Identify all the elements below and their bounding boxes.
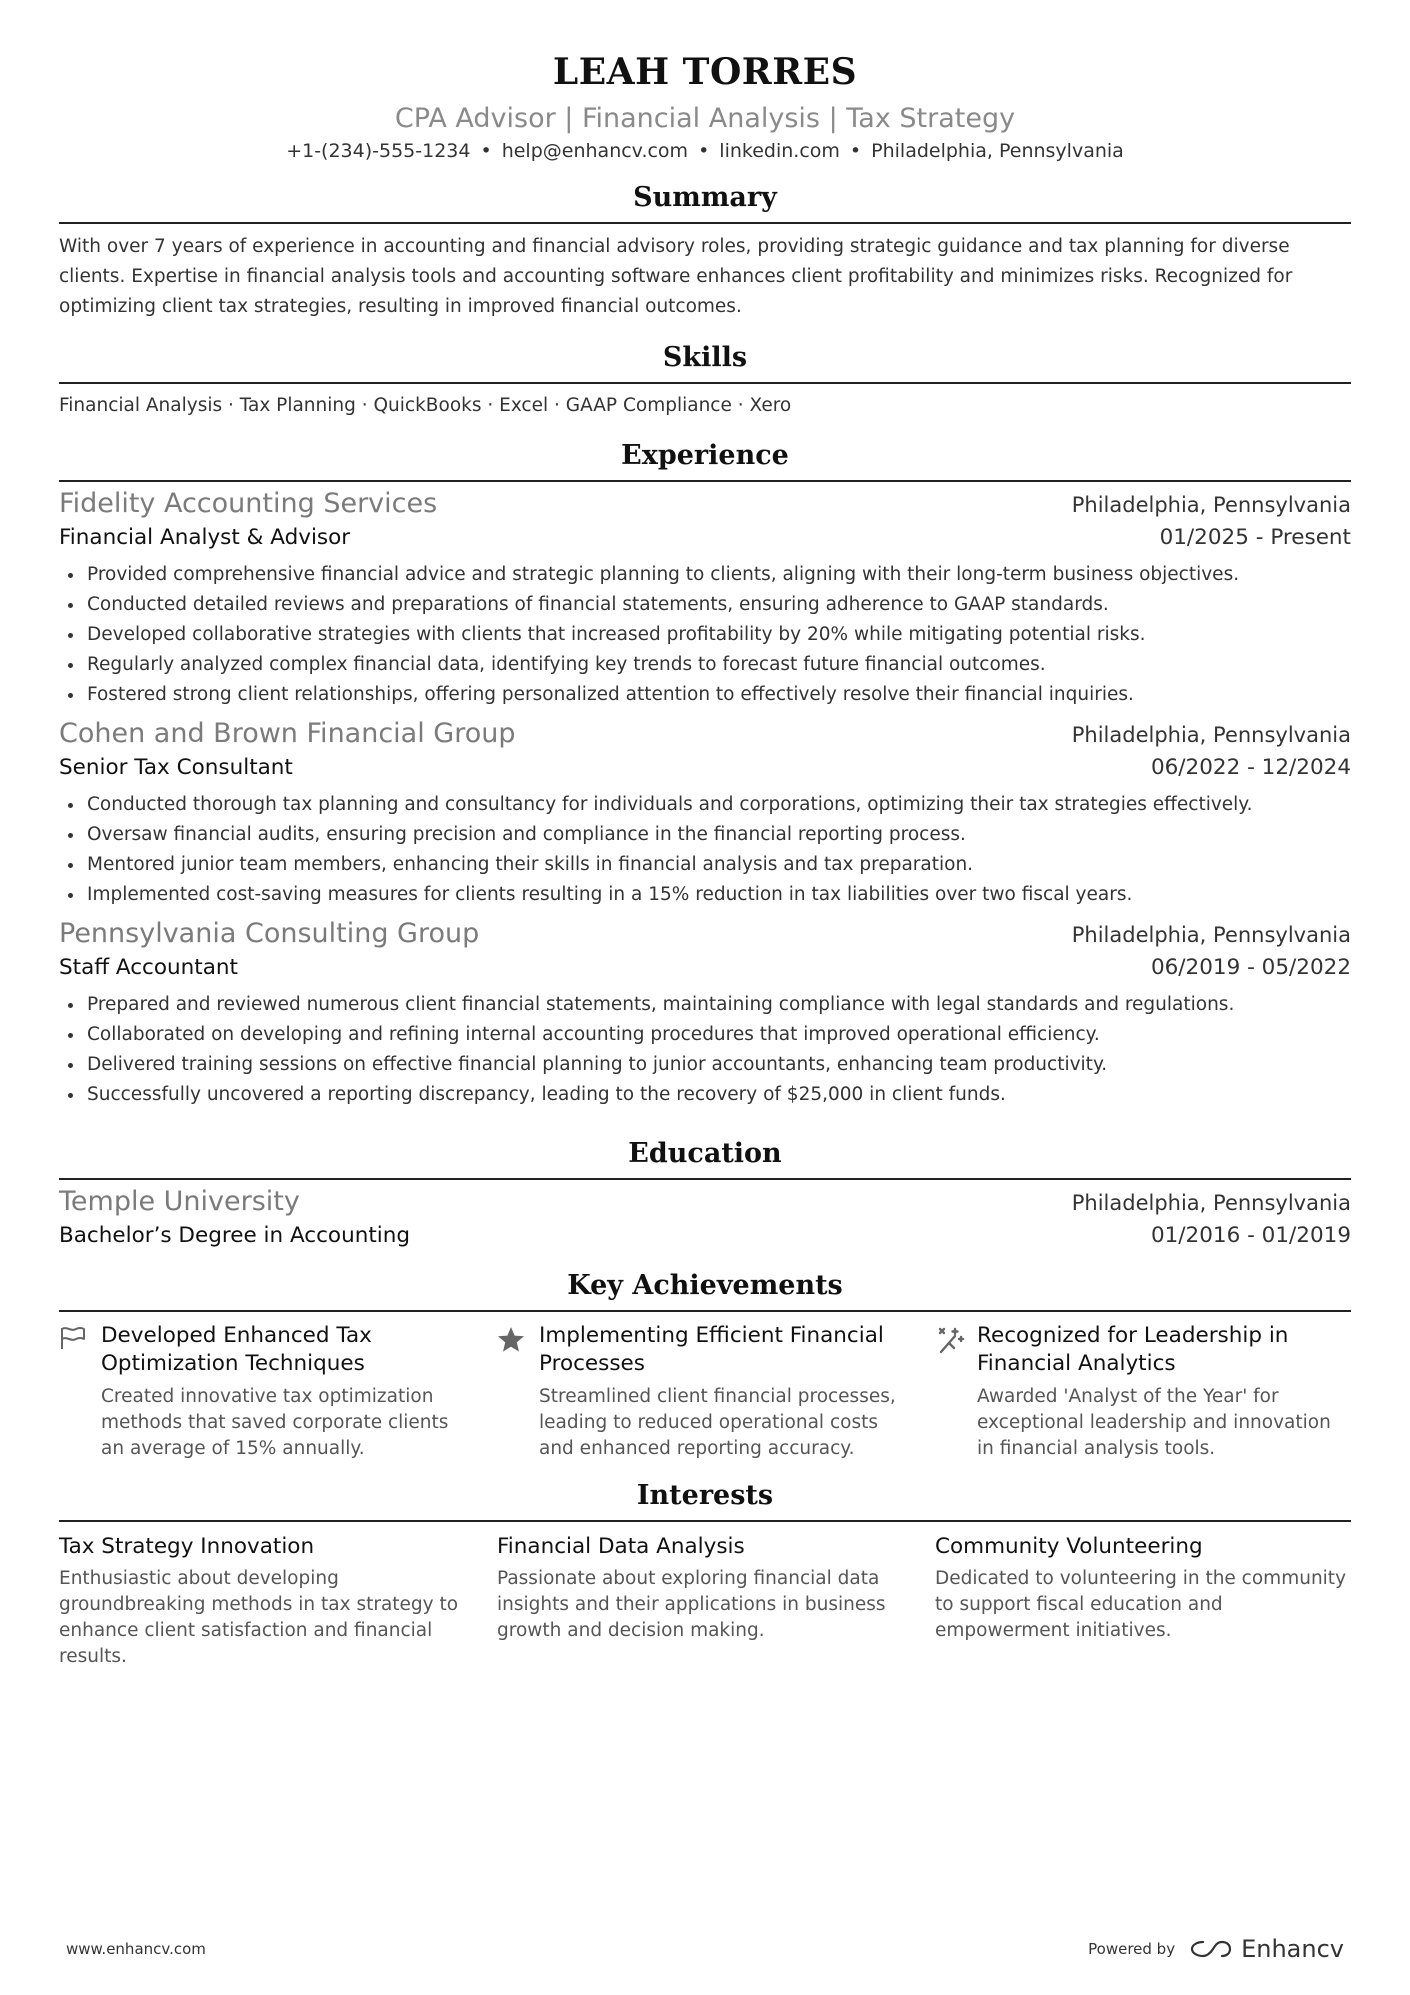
interest-desc: Enthusiastic about developing groundbreaking methods in tax strategy to enhance client satisfaction and financial results. (59, 1568, 459, 1667)
job-entry (59, 486, 1351, 710)
bullet-item: Delivered training sessions on effective financial planning to junior accountants, enhancing team productivity. (59, 1050, 1351, 1080)
achievement-item (935, 1322, 1351, 1462)
degree: Bachelor’s Degree in Accounting (59, 1223, 411, 1248)
section-heading-skills: Skills (59, 340, 1351, 384)
enhancv-logo-icon (1189, 1938, 1233, 1960)
bullet-item: Provided comprehensive financial advice and strategic planning to clients, aligning with their long-term business objectives. (59, 560, 1351, 590)
education-entry (59, 1184, 1351, 1252)
education-section (59, 1136, 1351, 1252)
skills-section (59, 340, 1351, 420)
experience-section (59, 438, 1351, 1110)
separator-dot: • (480, 140, 492, 162)
candidate-title: CPA Advisor | Financial Analysis | Tax Strategy (394, 103, 1016, 134)
interest-title: Community Volunteering (935, 1534, 1203, 1559)
magic-wand-icon (935, 1322, 977, 1462)
bullet-item: Conducted detailed reviews and preparations of financial statements, ensuring adherence to GAAP standards. (59, 590, 1351, 620)
footer (66, 1935, 1344, 1963)
school-location: Philadelphia, Pennsylvania (1071, 1191, 1351, 1215)
section-heading-achievements: Key Achievements (59, 1268, 1351, 1312)
achievement-title: Recognized for Leadership in Financial Analytics (977, 1323, 1289, 1376)
section-heading-interests: Interests (59, 1478, 1351, 1522)
footer-url-link[interactable]: www.enhancv.com (66, 1940, 206, 1958)
interest-item (59, 1532, 475, 1670)
achievements-grid (59, 1322, 1351, 1462)
job-role: Financial Analyst & Advisor (59, 525, 351, 550)
section-heading-summary: Summary (59, 180, 1351, 224)
company-name: Fidelity Accounting Services (59, 488, 438, 519)
brand-logo[interactable] (1189, 1935, 1344, 1963)
achievement-title: Developed Enhanced Tax Optimization Techniques (101, 1323, 372, 1376)
job-bullets (59, 790, 1351, 910)
email-link[interactable]: help@enhancv.com (501, 140, 689, 162)
job-dates: 06/2022 - 12/2024 (1150, 755, 1351, 780)
interest-item (935, 1532, 1351, 1670)
achievement-item (59, 1322, 475, 1462)
job-entry (59, 916, 1351, 1110)
achievement-desc: Created innovative tax optimization methods that saved corporate clients an average of 15% annually. (101, 1386, 449, 1459)
achievement-desc: Awarded 'Analyst of the Year' for exceptional leadership and innovation in financial analysis tools. (977, 1386, 1331, 1459)
school-name: Temple University (59, 1186, 300, 1217)
section-heading-education: Education (59, 1136, 1351, 1180)
job-bullets (59, 990, 1351, 1110)
company-name: Pennsylvania Consulting Group (59, 918, 480, 949)
powered-by-label: Powered by (1088, 1940, 1176, 1958)
separator-dot: • (698, 140, 710, 162)
bullet-item: Developed collaborative strategies with clients that increased profitability by 20% while mitigating potential risks. (59, 620, 1351, 650)
job-dates: 01/2025 - Present (1159, 525, 1351, 550)
education-dates: 01/2016 - 01/2019 (1150, 1223, 1351, 1248)
achievement-title: Implementing Efficient Financial Processes (539, 1323, 884, 1376)
job-dates: 06/2019 - 05/2022 (1150, 955, 1351, 980)
candidate-name: LEAH TORRES (552, 51, 858, 93)
interest-title: Financial Data Analysis (497, 1534, 745, 1559)
linkedin-link[interactable]: linkedin.com (719, 140, 840, 162)
bullet-item: Collaborated on developing and refining internal accounting procedures that improved operational efficiency. (59, 1020, 1351, 1050)
achievement-item (497, 1322, 913, 1462)
job-role: Staff Accountant (59, 955, 238, 980)
bullet-item: Regularly analyzed complex financial data, identifying key trends to forecast future financial outcomes. (59, 650, 1351, 680)
bullet-item: Fostered strong client relationships, offering personalized attention to effectively resolve their financial inquiries. (59, 680, 1351, 710)
job-location: Philadelphia, Pennsylvania (1071, 493, 1351, 517)
brand-name: Enhancv (1241, 1935, 1344, 1963)
bullet-item: Mentored junior team members, enhancing their skills in financial analysis and tax preparation. (59, 850, 1351, 880)
job-location: Philadelphia, Pennsylvania (1071, 723, 1351, 747)
job-entry (59, 716, 1351, 910)
star-icon (497, 1322, 539, 1462)
interest-desc: Passionate about exploring financial data insights and their applications in business growth and decision making. (497, 1568, 886, 1641)
skills-list: Financial Analysis · Tax Planning · QuickBooks · Excel · GAAP Compliance · Xero (59, 395, 792, 416)
flag-icon (59, 1322, 101, 1462)
job-location: Philadelphia, Pennsylvania (1071, 923, 1351, 947)
job-bullets (59, 560, 1351, 710)
contact-line (0, 138, 1410, 164)
bullet-item: Conducted thorough tax planning and consultancy for individuals and corporations, optimizing their tax strategies effectively. (59, 790, 1351, 820)
powered-by (1088, 1935, 1344, 1963)
interest-desc: Dedicated to volunteering in the community to support fiscal education and empowerment initiatives. (935, 1568, 1347, 1641)
bullet-item: Successfully uncovered a reporting discrepancy, leading to the recovery of $25,000 in client funds. (59, 1080, 1351, 1110)
interests-section (59, 1478, 1351, 1670)
summary-text: With over 7 years of experience in accounting and financial advisory roles, providing strategic guidance and tax planning for diverse clients. Expertise in financial analysis tools and accounting software enhances client profitability and minimizes risks. Recognized for optimizing client tax strategies, resulting in improved financial outcomes. (59, 236, 1293, 317)
separator-dot: • (849, 140, 862, 162)
bullet-item: Implemented cost-saving measures for clients resulting in a 15% reduction in tax liabilities over two fiscal years. (59, 880, 1351, 910)
section-heading-experience: Experience (59, 438, 1351, 482)
interest-title: Tax Strategy Innovation (59, 1534, 315, 1559)
location: Philadelphia, Pennsylvania (871, 140, 1124, 162)
achievement-desc: Streamlined client financial processes, leading to reduced operational costs and enhanced reporting accuracy. (539, 1386, 896, 1459)
interests-grid (59, 1532, 1351, 1670)
job-role: Senior Tax Consultant (59, 755, 293, 780)
bullet-item: Oversaw financial audits, ensuring precision and compliance in the financial reporting process. (59, 820, 1351, 850)
company-name: Cohen and Brown Financial Group (59, 718, 516, 749)
achievements-section (59, 1268, 1351, 1462)
interest-item (497, 1532, 913, 1670)
bullet-item: Prepared and reviewed numerous client financial statements, maintaining compliance with legal standards and regulations. (59, 990, 1351, 1020)
summary-section (59, 180, 1351, 322)
phone: +1-(234)-555-1234 (286, 140, 471, 162)
